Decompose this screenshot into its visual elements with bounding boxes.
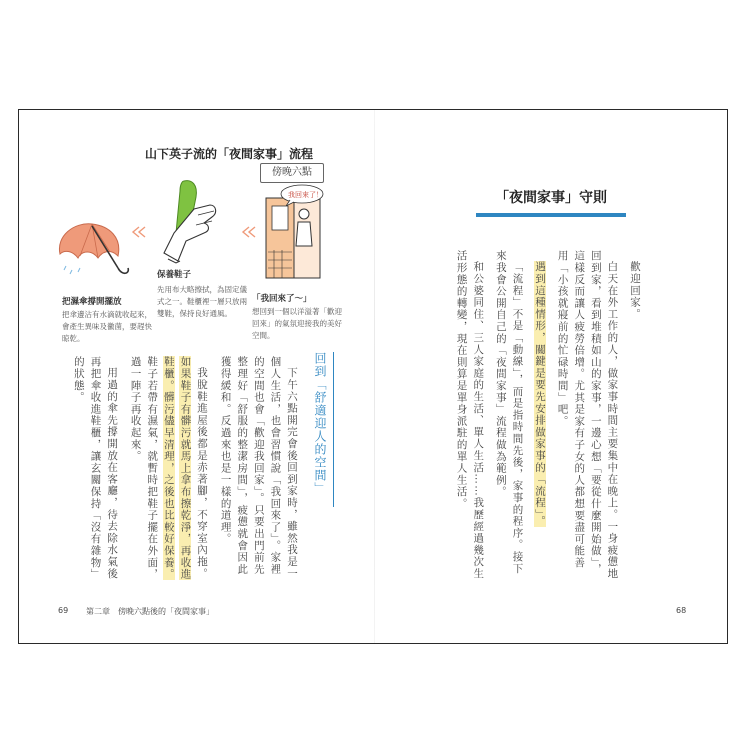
highlighted-text: 遇到這種情形，關鍵是要先安排做家事的「流程」。 — [534, 260, 547, 527]
page-number-left: 69 — [58, 606, 69, 615]
paragraph — [453, 250, 486, 580]
paragraph — [492, 250, 525, 580]
text-run: 「流程」不是「動線」，而是指時間先後，家事的程序。接下來我會公開自己的「夜間家事」流程做為範例。 — [494, 250, 524, 574]
running-head: 第二章 傍晚六點後的「夜間家事」 — [86, 607, 214, 616]
paragraph — [127, 356, 210, 581]
arrow-left-icon — [240, 226, 258, 238]
text-run: 歡迎回家。 — [629, 260, 641, 320]
left-body-text — [72, 356, 300, 581]
shoe-care-icon — [158, 175, 230, 265]
section-title-underline — [476, 213, 626, 217]
page-number-right: 68 — [676, 606, 687, 615]
text-run: 白天在外工作的人，做家事時間主要集中在晚上。一身疲憊地回到家，看到堆積如山的家事，一邊心想「要從什麼開始做」，這樣反而讓人疲勞倍增。尤其是家有子女的人都想要盡可能善用「小孩就寢前的忙碌時間」吧。 — [556, 250, 619, 580]
arrow-left-icon — [130, 226, 148, 238]
step-3-body: 想回到一個以洋溢著「歡迎回來」的氣氛迎接我的美好空間。 — [252, 307, 342, 340]
paragraph — [531, 250, 548, 580]
step-1-body: 把傘邊沾有水滴就收起來，會產生異味及黴菌，要趕快晾乾。 — [62, 310, 152, 343]
text-run: 用過的傘先撐開放在客廳，待去除水氣後再把傘收進鞋櫃，讓玄關保持「沒有雜物」的狀態。 — [72, 356, 119, 581]
left-subtitle: 回到「舒適迎人的空間」 — [312, 352, 334, 507]
text-run: 我脫鞋進屋後都是赤著腳，不穿室內拖。 — [196, 366, 209, 579]
step-2-head: 保養鞋子 — [157, 270, 192, 280]
umbrella-icon — [52, 212, 132, 286]
time-tag: 傍晚六點 — [260, 163, 324, 183]
step-1-head: 把濕傘撐開擺放 — [62, 297, 122, 307]
flow-title: 山下英子流的「夜間家事」流程 — [145, 147, 314, 161]
highlighted-text: 如果鞋子有髒污就馬上拿布擦乾淨，再收進鞋櫃。髒污儘早清理，之後也比較好保養。 — [162, 356, 192, 581]
text-run: 下午六點開完會後回到家時，雖然我是一個人生活，也會習慣說「我回來了」。家裡的空間也會「歡迎我回家」。只要出門前先整理好「舒服的整潔房間」，疲憊就會因此獲得緩和。反過來也是一樣的道理。 — [219, 356, 298, 579]
paragraph — [217, 356, 300, 581]
speech-bubble-text: 我回來了！ — [288, 191, 323, 199]
book-spine — [374, 110, 375, 643]
section-title: 「夜間家事」守則 — [495, 190, 607, 206]
step-2-body: 先用布大略擦拭，為固定儀式之一。鞋櫃裡一層只放兩雙鞋，保持良好通風。 — [157, 285, 247, 318]
right-body-text — [455, 250, 643, 580]
paragraph — [626, 250, 643, 580]
paragraph — [70, 356, 120, 581]
text-run: 和公婆同住、三人家庭的生活、單人生活……我歷經過幾次生活形態的轉變，現在則算是單身派駐的單人生活。 — [455, 250, 485, 580]
paragraph — [554, 250, 620, 580]
step-3-head: 「我回來了～」 — [252, 294, 312, 304]
text-run: 鞋子若帶有濕氣，就暫時把鞋子擺在外面，過一陣子再收起來。 — [129, 356, 159, 581]
